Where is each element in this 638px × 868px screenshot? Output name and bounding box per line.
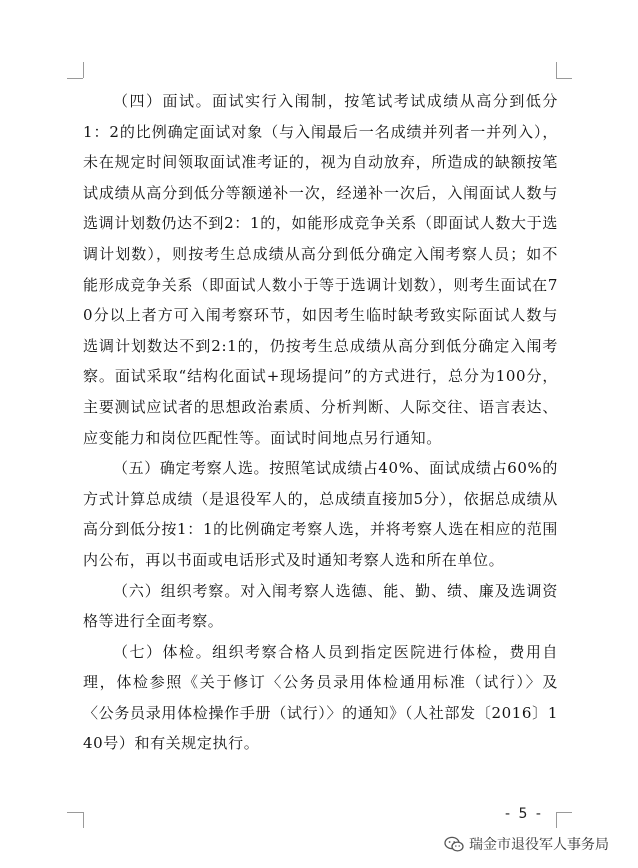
- watermark-text: 瑞金市退役军人事务局: [469, 837, 609, 853]
- page-number: - 5 -: [505, 806, 543, 822]
- crop-mark-top-left-v: [83, 62, 84, 78]
- paragraph-interview: （四）面试。面试实行入闱制，按笔试考试成绩从高分到低分1：2的比例确定面试对象（与入闱最后一名成绩并列者一并列入），未在规定时间领取面试准考证的，视为自动放弃，所造成的缺额按笔试成绩从高分到低分等额递补一次，经递补一次后，入闱面试人数与选调计划数仍达不到2：1的，如能形成竞争关系（即面试人数大于选调计划数），则按考生总成绩从高分到低分确定入闱考察人员；如不能形成竞争关系（即面试人数小于等于选调计划数），则考生面试在70分以上者方可入闱考察环节，如因考生临时缺考致实际面试人数与选调计划数达不到2:1的，仍按考生总成绩从高分到低分确定入闱考察。面试采取“结构化面试+现场提问”的方式进行，总分为100分，主要测试应试者的思想政治素质、分析判断、人际交往、语言表达、应变能力和岗位匹配性等。面试时间地点另行通知。: [83, 92, 558, 447]
- paragraph-physical-exam: （七）体检。组织考察合格人员到指定医院进行体检，费用自理，体检参照《关于修订〈公务员录用体检通用标准（试行）〉及〈公务员录用体检操作手册（试行）〉的通知》（人社部发〔2016〕140号）和有关规定执行。: [83, 642, 558, 753]
- document-body: [83, 86, 558, 759]
- crop-mark-top-right-h: [556, 78, 572, 79]
- paragraph-determine-candidates: （五）确定考察人选。按照笔试成绩占40%、面试成绩占60%的方式计算总成绩（是退役军人的，总成绩直接加5分），依据总成绩从高分到低分按1：1的比例确定考察人选，并将考察人选在相应的范围内公布，再以书面或电话形式及时通知考察人选和所在单位。: [83, 459, 558, 569]
- crop-mark-bottom-left-v: [83, 812, 84, 828]
- crop-mark-bottom-right-h: [556, 812, 572, 813]
- account-watermark: [444, 834, 609, 854]
- wechat-icon: [444, 836, 464, 853]
- paragraph-organize-inspection: （六）组织考察。对入闱考察人选德、能、勤、绩、廉及选调资格等进行全面考察。: [83, 581, 558, 631]
- crop-mark-bottom-left-h: [67, 812, 83, 813]
- crop-mark-top-left-h: [67, 78, 83, 79]
- crop-mark-bottom-right-v: [556, 812, 557, 828]
- crop-mark-top-right-v: [556, 62, 557, 78]
